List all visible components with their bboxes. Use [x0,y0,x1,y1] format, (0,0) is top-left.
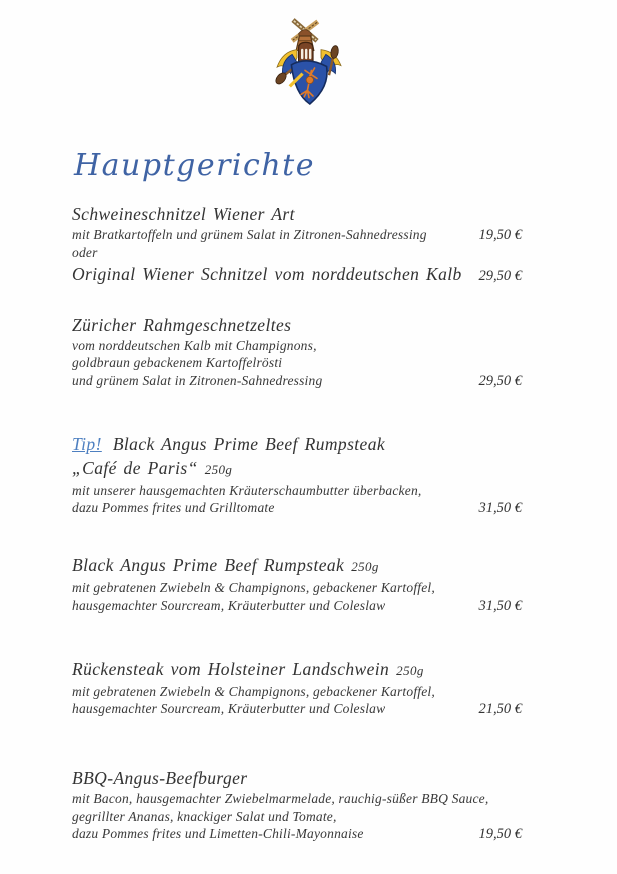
dish-title [72,553,379,579]
dish-row [72,456,522,482]
dish-text: Schweineschnitzel Wiener Art [72,204,295,224]
dish-row [72,337,522,355]
dish-row [72,244,522,262]
dish-description [72,244,98,262]
dish-description [72,700,385,718]
dish-text: Rückensteak vom Holsteiner Landschwein [72,658,390,679]
dish [72,766,522,843]
dish-text: dazu Pommes frites und Limetten-Chili-Mayonnaise [72,826,364,841]
dish-row [72,202,522,226]
dish-title [72,456,232,482]
dish-text: Züricher Rahmgeschnetzeltes [72,314,292,335]
dish-row [72,700,522,718]
dish-row [72,825,522,843]
dish-description [72,354,282,372]
portion-size-label: 250g [351,559,379,574]
dish [72,202,522,286]
dish-text: Original Wiener Schnitzel vom norddeutschen Kalb [72,263,462,284]
dish-row [72,657,522,683]
dish-description [72,597,385,615]
dish-row [72,766,522,790]
dish-text: hausgemachter Sourcream, Kräuterbutter und Coleslaw [72,597,386,613]
dish-text: goldbraun gebackenem Kartoffelrösti [72,355,283,370]
dish-text: Black Angus Prime Beef Rumpsteak [72,555,345,575]
dish-description [72,825,364,843]
dish-title [72,657,424,683]
dish-row [72,482,522,500]
dish-description [72,482,421,500]
dish-row [72,579,522,597]
dish-row [72,808,522,826]
dish-row [72,790,522,808]
dish-row [72,683,522,701]
dish-row [72,262,522,286]
price: 19,50 € [478,826,522,842]
portion-size-label: 250g [396,662,424,678]
dish-description [72,579,435,597]
dish-text: BBQ-Angus-Beefburger [72,768,248,788]
dish-text: gegrillter Ananas, knackiger Salat und Tomate, [72,808,337,824]
dish [72,553,522,615]
dish [72,432,522,518]
dish-text: hausgemachter Sourcream, Kräuterbutter und Coleslaw [72,701,386,716]
dish-row [72,553,522,579]
price: 29,50 € [478,372,522,389]
dish [72,657,522,719]
dish-text: mit unserer hausgemachten Kräuterschaumbutter überbacken, [72,482,422,498]
dish-text: mit Bratkartoffeln und grünem Salat in Zitronen-Sahnedressing [72,227,427,242]
price: 21,50 € [478,701,522,717]
dish-text: oder [72,245,98,260]
dish-text: mit gebratenen Zwiebeln & Champignons, gebackener Kartoffel, [72,683,435,699]
dish-row [72,226,522,244]
dish-text: „Café de Paris“ [72,457,198,478]
dish-description [72,337,317,355]
dish-title [72,202,295,226]
dish-row [72,597,522,615]
price: 31,50 € [478,597,522,614]
dish-text: vom norddeutschen Kalb mit Champignons, [72,337,317,353]
dish-description [72,808,337,826]
dish-description [72,372,322,390]
dish-title [72,766,248,790]
windmill-coat-of-arms-icon [265,14,353,114]
portion-size-label: 250g [204,461,233,477]
dish-row [72,432,522,456]
dish-row [72,499,522,517]
dish-description [72,683,435,701]
dish-title [72,262,462,286]
dish-row [72,313,522,337]
dish [72,313,522,390]
dish-description [72,790,488,808]
dish-title [72,313,291,337]
menu-items [0,202,617,843]
dish-text: Black Angus Prime Beef Rumpsteak [112,433,386,454]
price: 31,50 € [478,500,522,516]
dish-description [72,226,427,244]
dish-text: und grünem Salat in Zitronen-Sahnedressing [72,372,323,388]
dish-description [72,499,275,517]
dish-row [72,372,522,390]
page-title: Hauptgerichte [74,148,315,183]
dish-row [72,354,522,372]
price: 19,50 € [478,227,522,243]
tip-label: Tip! [72,433,102,454]
dish-text: mit gebratenen Zwiebeln & Champignons, gebackener Kartoffel, [72,580,435,595]
crest-container [0,0,617,122]
price: 29,50 € [478,267,522,284]
dish-text: dazu Pommes frites und Grilltomate [72,500,275,515]
dish-title [72,432,385,456]
dish-text: mit Bacon, hausgemachter Zwiebelmarmelade, rauchig-süßer BBQ Sauce, [72,791,489,806]
